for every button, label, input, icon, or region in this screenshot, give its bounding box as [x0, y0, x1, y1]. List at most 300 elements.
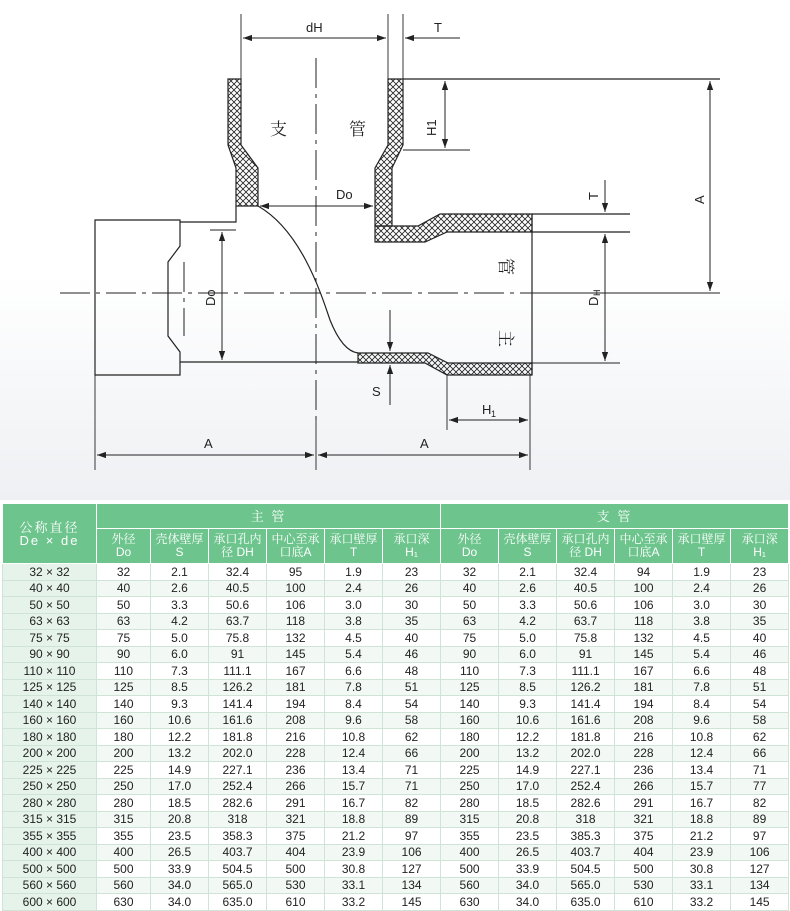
table-cell: 89: [731, 811, 789, 828]
header-nominal-diameter: 公称直径 De × de: [3, 504, 97, 564]
table-cell: 216: [267, 729, 325, 746]
table-cell: 132: [615, 630, 673, 647]
table-cell: 3.0: [325, 597, 383, 614]
header-main-col-0: 外径 Do: [97, 529, 151, 564]
table-cell: 23: [731, 564, 789, 581]
table-cell: 375: [615, 828, 673, 845]
table-cell: 97: [731, 828, 789, 845]
table-cell: 126.2: [209, 679, 267, 696]
table-cell: 5.0: [151, 630, 209, 647]
nominal-size-cell: 40 × 40: [3, 580, 97, 597]
table-cell: 6.0: [151, 646, 209, 663]
table-row: [3, 564, 789, 581]
table-cell: 7.8: [325, 679, 383, 696]
table-cell: 34.0: [151, 877, 209, 894]
table-cell: 236: [615, 762, 673, 779]
table-cell: 33.9: [151, 861, 209, 878]
table-cell: 91: [209, 646, 267, 663]
table-cell: 58: [383, 712, 441, 729]
table-cell: 400: [97, 844, 151, 861]
table-cell: 90: [441, 646, 499, 663]
table-cell: 227.1: [557, 762, 615, 779]
table-cell: 75.8: [209, 630, 267, 647]
table-cell: 127: [383, 861, 441, 878]
table-cell: 71: [383, 778, 441, 795]
table-cell: 71: [731, 762, 789, 779]
table-cell: 358.3: [209, 828, 267, 845]
table-cell: 181: [615, 679, 673, 696]
table-cell: 635.0: [557, 894, 615, 911]
table-cell: 145: [731, 894, 789, 911]
header-branch-col-1: 壳体壁厚 S: [499, 529, 557, 564]
table-cell: 66: [383, 745, 441, 762]
table-cell: 48: [731, 663, 789, 680]
table-cell: 95: [267, 564, 325, 581]
table-cell: 8.4: [325, 696, 383, 713]
table-cell: 33.2: [673, 894, 731, 911]
table-cell: 111.1: [557, 663, 615, 680]
table-cell: 106: [615, 597, 673, 614]
table-cell: 4.2: [151, 613, 209, 630]
table-cell: 32.4: [209, 564, 267, 581]
table-cell: 9.3: [151, 696, 209, 713]
nominal-size-cell: 50 × 50: [3, 597, 97, 614]
table-cell: 180: [441, 729, 499, 746]
table-cell: 202.0: [209, 745, 267, 762]
table-cell: 40.5: [557, 580, 615, 597]
nominal-size-cell: 140 × 140: [3, 696, 97, 713]
nominal-size-cell: 75 × 75: [3, 630, 97, 647]
table-row: [3, 729, 789, 746]
table-cell: 118: [267, 613, 325, 630]
table-cell: 2.1: [499, 564, 557, 581]
nominal-size-cell: 280 × 280: [3, 795, 97, 812]
table-cell: 32: [441, 564, 499, 581]
table-cell: 16.7: [325, 795, 383, 812]
table-row: [3, 580, 789, 597]
table-cell: 35: [731, 613, 789, 630]
table-cell: 23.5: [499, 828, 557, 845]
table-cell: 610: [267, 894, 325, 911]
table-cell: 26: [731, 580, 789, 597]
table-cell: 504.5: [209, 861, 267, 878]
table-cell: 12.2: [151, 729, 209, 746]
table-cell: 51: [731, 679, 789, 696]
table-cell: 194: [615, 696, 673, 713]
table-cell: 141.4: [557, 696, 615, 713]
table-cell: 126.2: [557, 679, 615, 696]
table-row: [3, 646, 789, 663]
table-cell: 35: [383, 613, 441, 630]
table-cell: 58: [731, 712, 789, 729]
table-row: [3, 778, 789, 795]
table-cell: 110: [97, 663, 151, 680]
table-cell: 23.9: [325, 844, 383, 861]
table-cell: 75: [441, 630, 499, 647]
table-cell: 132: [267, 630, 325, 647]
table-cell: 181.8: [209, 729, 267, 746]
table-cell: 560: [441, 877, 499, 894]
table-cell: 630: [97, 894, 151, 911]
table-cell: 10.6: [499, 712, 557, 729]
table-cell: 225: [441, 762, 499, 779]
table-cell: 46: [731, 646, 789, 663]
table-cell: 12.4: [673, 745, 731, 762]
table-cell: 6.6: [325, 663, 383, 680]
table-cell: 216: [615, 729, 673, 746]
table-cell: 530: [615, 877, 673, 894]
table-cell: 291: [267, 795, 325, 812]
table-cell: 75: [97, 630, 151, 647]
table-cell: 252.4: [209, 778, 267, 795]
table-body: [3, 564, 789, 911]
label-main-1: 管: [495, 258, 515, 275]
table-cell: 13.4: [673, 762, 731, 779]
table-cell: 66: [731, 745, 789, 762]
table-cell: 40: [731, 630, 789, 647]
table-cell: 3.8: [673, 613, 731, 630]
table-cell: 127: [731, 861, 789, 878]
nominal-size-cell: 600 × 600: [3, 894, 97, 911]
table-cell: 504.5: [557, 861, 615, 878]
table-cell: 5.4: [325, 646, 383, 663]
table-cell: 225: [97, 762, 151, 779]
table-cell: 145: [615, 646, 673, 663]
header-group-row: [3, 504, 789, 529]
table-cell: 94: [615, 564, 673, 581]
table-cell: 26.5: [151, 844, 209, 861]
table-cell: 32.4: [557, 564, 615, 581]
table-cell: 13.2: [499, 745, 557, 762]
table-cell: 315: [441, 811, 499, 828]
table-cell: 63: [441, 613, 499, 630]
table-cell: 181.8: [557, 729, 615, 746]
table-cell: 355: [441, 828, 499, 845]
table-cell: 318: [209, 811, 267, 828]
header-main-col-3: 中心至承 口底A: [267, 529, 325, 564]
table-cell: 54: [383, 696, 441, 713]
table-cell: 26: [383, 580, 441, 597]
table-cell: 161.6: [557, 712, 615, 729]
left-socket: [95, 220, 180, 375]
table-cell: 32: [97, 564, 151, 581]
table-cell: 1.9: [673, 564, 731, 581]
table-cell: 8.5: [151, 679, 209, 696]
label-A-mid: A: [420, 436, 429, 451]
table-cell: 227.1: [209, 762, 267, 779]
table-cell: 51: [383, 679, 441, 696]
header-branch-col-4: 承口壁厚 T: [673, 529, 731, 564]
table-cell: 15.7: [325, 778, 383, 795]
table-cell: 8.4: [673, 696, 731, 713]
center-lines: [60, 58, 650, 420]
table-cell: 9.3: [499, 696, 557, 713]
table-row: [3, 811, 789, 828]
table-cell: 500: [441, 861, 499, 878]
table-cell: 50: [441, 597, 499, 614]
table-cell: 4.5: [325, 630, 383, 647]
table-cell: 23: [383, 564, 441, 581]
label-dH: dH: [306, 20, 323, 35]
table-cell: 403.7: [557, 844, 615, 861]
table-cell: 118: [615, 613, 673, 630]
table-cell: 91: [557, 646, 615, 663]
spec-table: [2, 503, 789, 911]
table-cell: 134: [383, 877, 441, 894]
table-cell: 2.6: [499, 580, 557, 597]
table-cell: 30: [731, 597, 789, 614]
table-cell: 82: [383, 795, 441, 812]
table-cell: 315: [97, 811, 151, 828]
label-H1: H1: [424, 119, 439, 136]
table-row: [3, 828, 789, 845]
table-cell: 62: [383, 729, 441, 746]
table-cell: 111.1: [209, 663, 267, 680]
label-S: S: [372, 384, 381, 399]
table-cell: 71: [383, 762, 441, 779]
table-cell: 3.3: [499, 597, 557, 614]
table-cell: 63.7: [209, 613, 267, 630]
table-row: [3, 795, 789, 812]
table-cell: 30: [383, 597, 441, 614]
nominal-size-cell: 90 × 90: [3, 646, 97, 663]
table-row: [3, 877, 789, 894]
dimension-labels: [203, 20, 707, 451]
table-cell: 40.5: [209, 580, 267, 597]
table-cell: 97: [383, 828, 441, 845]
table-cell: 13.4: [325, 762, 383, 779]
label-H1-bottom-sub: 1: [491, 409, 497, 419]
table-cell: 15.7: [673, 778, 731, 795]
table-cell: 110: [441, 663, 499, 680]
table-cell: 4.5: [673, 630, 731, 647]
label-Do-branch: Do: [336, 187, 353, 202]
table-cell: 160: [441, 712, 499, 729]
table-row: [3, 745, 789, 762]
table-cell: 2.4: [673, 580, 731, 597]
table-cell: 7.3: [499, 663, 557, 680]
table-cell: 145: [383, 894, 441, 911]
table-cell: 180: [97, 729, 151, 746]
table-cell: 34.0: [499, 894, 557, 911]
table-cell: 3.0: [673, 597, 731, 614]
table-cell: 140: [441, 696, 499, 713]
table-cell: 8.5: [499, 679, 557, 696]
table-cell: 63.7: [557, 613, 615, 630]
table-cell: 208: [267, 712, 325, 729]
branch-right-wall: [375, 79, 403, 226]
table-cell: 10.8: [325, 729, 383, 746]
table-cell: 14.9: [499, 762, 557, 779]
table-cell: 7.3: [151, 663, 209, 680]
table-cell: 21.2: [325, 828, 383, 845]
table-cell: 355: [97, 828, 151, 845]
table-cell: 33.2: [325, 894, 383, 911]
table-cell: 33.1: [673, 877, 731, 894]
main-bottom-wall: [358, 353, 532, 375]
label-DH-sub: H: [592, 289, 602, 296]
table-cell: 208: [615, 712, 673, 729]
table-row: [3, 696, 789, 713]
header-branch-pipe: 支 管: [441, 504, 789, 529]
table-cell: 12.2: [499, 729, 557, 746]
label-Do-main: Do: [203, 289, 218, 306]
table-cell: 9.6: [673, 712, 731, 729]
table-cell: 2.1: [151, 564, 209, 581]
table-cell: 75.8: [557, 630, 615, 647]
table-cell: 12.4: [325, 745, 383, 762]
table-cell: 160: [97, 712, 151, 729]
nominal-size-cell: 180 × 180: [3, 729, 97, 746]
label-H1-bottom: H: [482, 402, 492, 417]
table-cell: 90: [97, 646, 151, 663]
table-cell: 18.5: [499, 795, 557, 812]
table-cell: 48: [383, 663, 441, 680]
nominal-size-cell: 110 × 110: [3, 663, 97, 680]
header-main-col-5: 承口深 H₁: [383, 529, 441, 564]
table-cell: 18.5: [151, 795, 209, 812]
table-cell: 500: [615, 861, 673, 878]
table-cell: 100: [615, 580, 673, 597]
header-branch-col-3: 中心至承 口底A: [615, 529, 673, 564]
table-cell: 1.9: [325, 564, 383, 581]
table-cell: 4.2: [499, 613, 557, 630]
table-cell: 385.3: [557, 828, 615, 845]
table-cell: 23.5: [151, 828, 209, 845]
table-cell: 3.8: [325, 613, 383, 630]
nominal-size-cell: 32 × 32: [3, 564, 97, 581]
main-top-wall: [375, 214, 532, 242]
table-cell: 33.1: [325, 877, 383, 894]
table-cell: 63: [97, 613, 151, 630]
label-branch-1: 支: [270, 120, 287, 140]
table-row: [3, 712, 789, 729]
header-branch-col-2: 承口孔内 径 DH: [557, 529, 615, 564]
table-cell: 236: [267, 762, 325, 779]
table-cell: 2.6: [151, 580, 209, 597]
nominal-size-cell: 560 × 560: [3, 877, 97, 894]
header-main-pipe: 主 管: [97, 504, 441, 529]
table-cell: 9.6: [325, 712, 383, 729]
table-cell: 10.6: [151, 712, 209, 729]
table-row: [3, 762, 789, 779]
table-cell: 560: [97, 877, 151, 894]
table-cell: 30.8: [673, 861, 731, 878]
table-cell: 21.2: [673, 828, 731, 845]
table-cell: 375: [267, 828, 325, 845]
table-cell: 167: [267, 663, 325, 680]
table-cell: 630: [441, 894, 499, 911]
table-cell: 141.4: [209, 696, 267, 713]
table-cell: 565.0: [557, 877, 615, 894]
label-A-left: A: [204, 436, 213, 451]
table-cell: 6.6: [673, 663, 731, 680]
table-cell: 194: [267, 696, 325, 713]
table-cell: 565.0: [209, 877, 267, 894]
nominal-size-cell: 160 × 160: [3, 712, 97, 729]
table-cell: 321: [615, 811, 673, 828]
table-cell: 62: [731, 729, 789, 746]
header-main-col-1: 壳体壁厚 S: [151, 529, 209, 564]
table-cell: 321: [267, 811, 325, 828]
table-row: [3, 663, 789, 680]
table-row: [3, 844, 789, 861]
table-cell: 40: [97, 580, 151, 597]
table-cell: 610: [615, 894, 673, 911]
nominal-size-cell: 200 × 200: [3, 745, 97, 762]
table-cell: 5.4: [673, 646, 731, 663]
nominal-size-cell: 225 × 225: [3, 762, 97, 779]
table-cell: 125: [97, 679, 151, 696]
table-cell: 134: [731, 877, 789, 894]
header-branch-col-0: 外径 Do: [441, 529, 499, 564]
table-cell: 54: [731, 696, 789, 713]
table-cell: 77: [731, 778, 789, 795]
table-row: [3, 679, 789, 696]
table-cell: 17.0: [151, 778, 209, 795]
table-cell: 10.8: [673, 729, 731, 746]
main-top-left-edge: [180, 206, 236, 222]
table-row: [3, 630, 789, 647]
table-cell: 228: [615, 745, 673, 762]
nominal-size-cell: 400 × 400: [3, 844, 97, 861]
table-cell: 3.3: [151, 597, 209, 614]
table-cell: 17.0: [499, 778, 557, 795]
table-cell: 250: [97, 778, 151, 795]
table-cell: 140: [97, 696, 151, 713]
table-cell: 34.0: [151, 894, 209, 911]
table-cell: 202.0: [557, 745, 615, 762]
table-cell: 266: [615, 778, 673, 795]
header-main-col-4: 承口壁厚 T: [325, 529, 383, 564]
label-DH: D: [586, 296, 601, 306]
table-cell: 13.2: [151, 745, 209, 762]
table-cell: 635.0: [209, 894, 267, 911]
table-cell: 403.7: [209, 844, 267, 861]
table-cell: 7.8: [673, 679, 731, 696]
table-cell: 50.6: [209, 597, 267, 614]
table-cell: 18.8: [673, 811, 731, 828]
nominal-size-cell: 315 × 315: [3, 811, 97, 828]
table-cell: 34.0: [499, 877, 557, 894]
table-cell: 400: [441, 844, 499, 861]
table-cell: 404: [615, 844, 673, 861]
header-branch-col-5: 承口深 H₁: [731, 529, 789, 564]
table-cell: 20.8: [151, 811, 209, 828]
table-cell: 266: [267, 778, 325, 795]
table-cell: 5.0: [499, 630, 557, 647]
table-cell: 280: [441, 795, 499, 812]
table-cell: 50.6: [557, 597, 615, 614]
label-T-main: T: [586, 192, 601, 200]
table-cell: 30.8: [325, 861, 383, 878]
table-cell: 100: [267, 580, 325, 597]
table-cell: 530: [267, 877, 325, 894]
nominal-size-cell: 63 × 63: [3, 613, 97, 630]
table-cell: 280: [97, 795, 151, 812]
table-cell: 18.8: [325, 811, 383, 828]
nominal-size-cell: 500 × 500: [3, 861, 97, 878]
table-cell: 291: [615, 795, 673, 812]
table-row: [3, 613, 789, 630]
label-T-top: T: [434, 20, 442, 35]
table-cell: 250: [441, 778, 499, 795]
table-cell: 16.7: [673, 795, 731, 812]
table-cell: 6.0: [499, 646, 557, 663]
table-cell: 82: [731, 795, 789, 812]
table-cell: 181: [267, 679, 325, 696]
table-cell: 46: [383, 646, 441, 663]
